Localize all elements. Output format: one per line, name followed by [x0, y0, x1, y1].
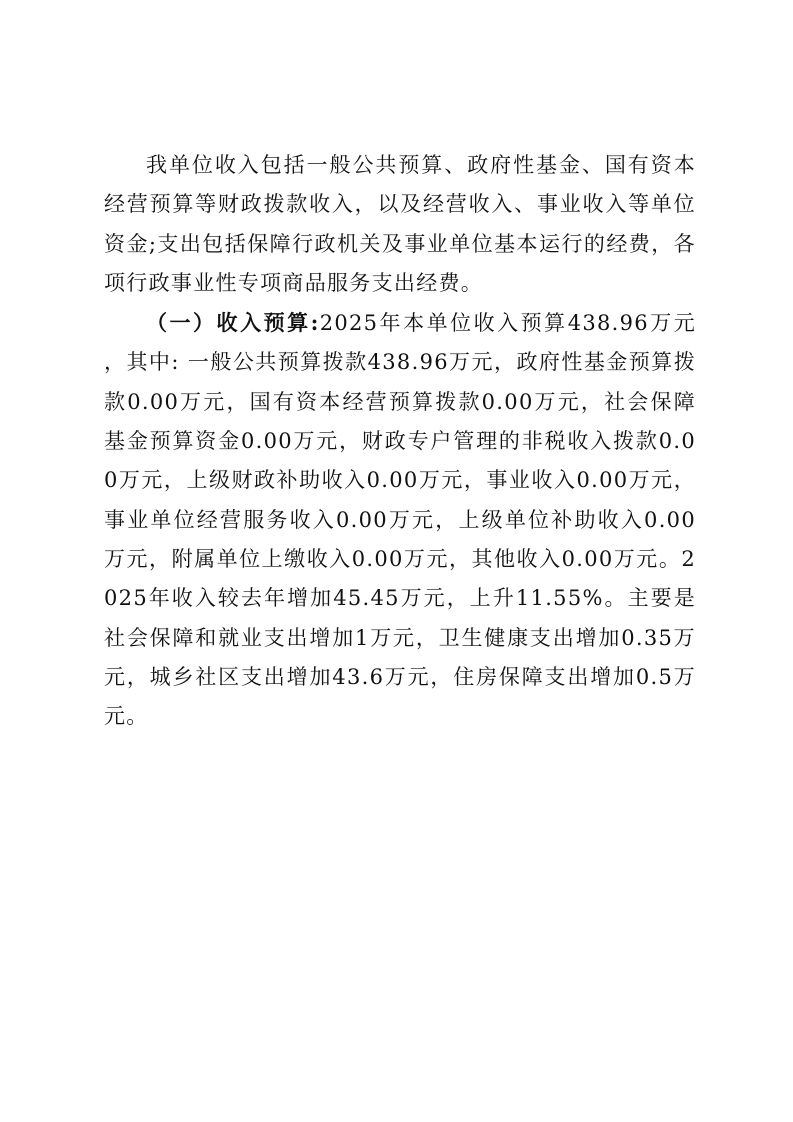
income-budget-body: 2025年本单位收入预算438.96万元，其中: 一般公共预算拨款438.96万元，政府性基金预算拨款0.00万元，国有资本经营预算拨款0.00万元，社会保障基金预算资金0.00万元，财政专户管理的非税收入拨款0.00万元，上级财政补助收入0.00万元，事业收入0.00万元，事业单位经营服务收入0.00万元，上级单位补助收入0.00万元，附属单位上缴收入0.00万元，其他收入0.00万元。2025年收入较去年增加45.45万元，上升11.55%。主要是社会保障和就业支出增加1万元，卫生健康支出增加0.35万元，城乡社区支出增加43.6万元，住房保障支出增加0.5万元。 — [104, 311, 697, 729]
income-budget-heading: （一）收入预算: — [146, 310, 320, 336]
income-budget-paragraph — [104, 303, 696, 736]
document-body — [104, 146, 696, 736]
intro-paragraph: 我单位收入包括一般公共预算、政府性基金、国有资本经营预算等财政拨款收入，以及经营收入、事业收入等单位资金;支出包括保障行政机关及事业单位基本运行的经费，各项行政事业性专项商品服务支出经费。 — [104, 153, 696, 295]
